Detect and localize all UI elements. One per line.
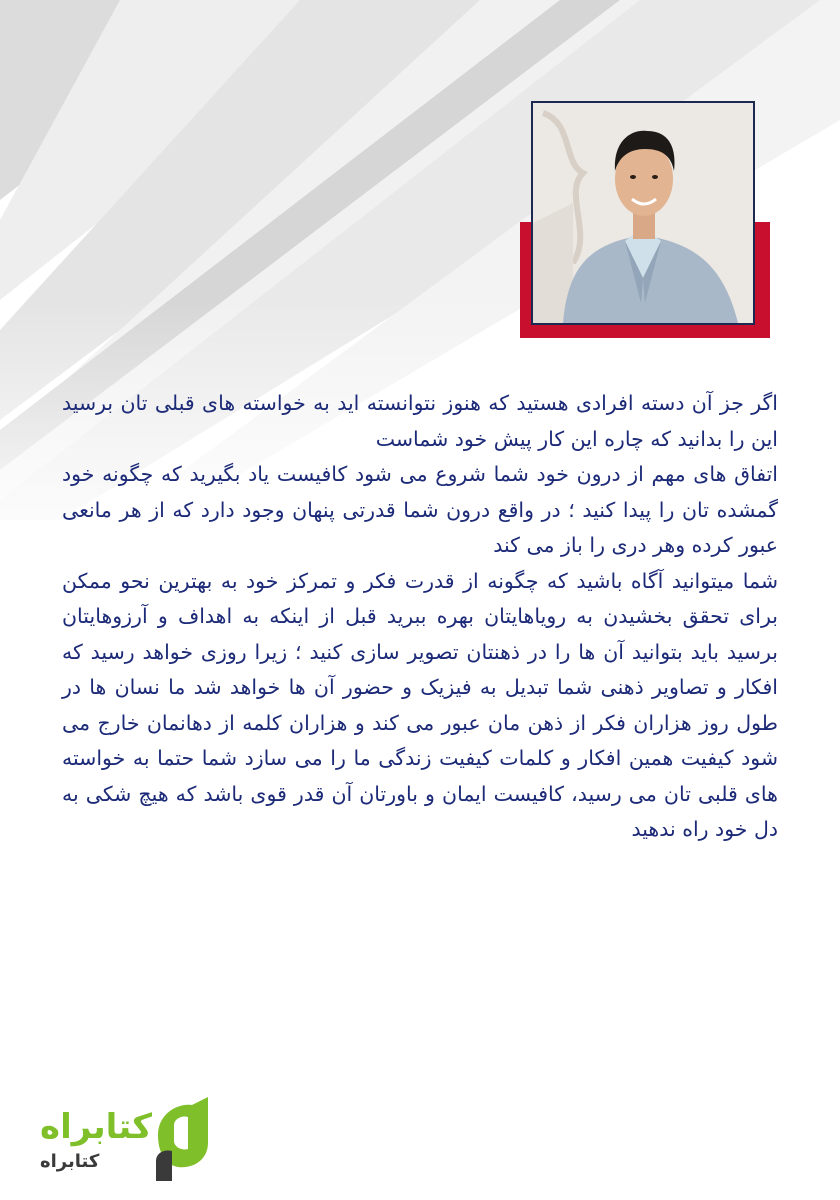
paragraph-3: شما میتوانید آگاه باشید که چگونه از قدرت فکر و تمرکز خود به بهترین نحو ممکن برای تحقق بخشیدن به رویاهایتان بهره ببرید قبل از اینکه به اهداف و آرزوهایتان برسید باید بتوانید آن ها را در ذهنتان تصویر سازی کنید ؛ زیرا روزی خواهد رسید که افکار و تصاویر ذهنی شما تبدیل به فیزیک و حضور آن ها خواهد شد ما نسان ها در طول روز هزاران فکر از ذهن مان عبور می کند و هزاران کلمه از دهانمان خارج می شود کیفیت همین افکار و کلمات کیفیت زندگی ما را می سازد شما حتما به خواسته های قلبی تان می رسید، کافیست ایمان و باورتان آن قدر قوی باشد که هیچ شکی به دل خود راه ندهید (62, 568, 778, 841)
author-photo (531, 101, 755, 325)
logo-main-text: کتابراه (40, 1107, 153, 1147)
logo-sub-text: کتابراه (40, 1151, 100, 1172)
paragraph-1: اگر جز آن دسته افرادی هستید که هنوز نتوانسته اید به خواسته های قبلی تان برسید این را بدانید که چاره این کار پیش خود شماست (62, 391, 778, 451)
paragraph-2: اتفاق های مهم از درون خود شما شروع می شود کافیست یاد بگیرید که چگونه خود گمشده تان را پیدا کنید ؛ در واقع درون شما قدرتی پنهان وجود دارد که از هر مانعی عبور کرده وهر دری را باز می کند (62, 462, 778, 557)
ketabrah-logo[interactable] (40, 1095, 210, 1185)
book-leaf-icon (152, 1095, 214, 1181)
body-text (62, 386, 778, 848)
